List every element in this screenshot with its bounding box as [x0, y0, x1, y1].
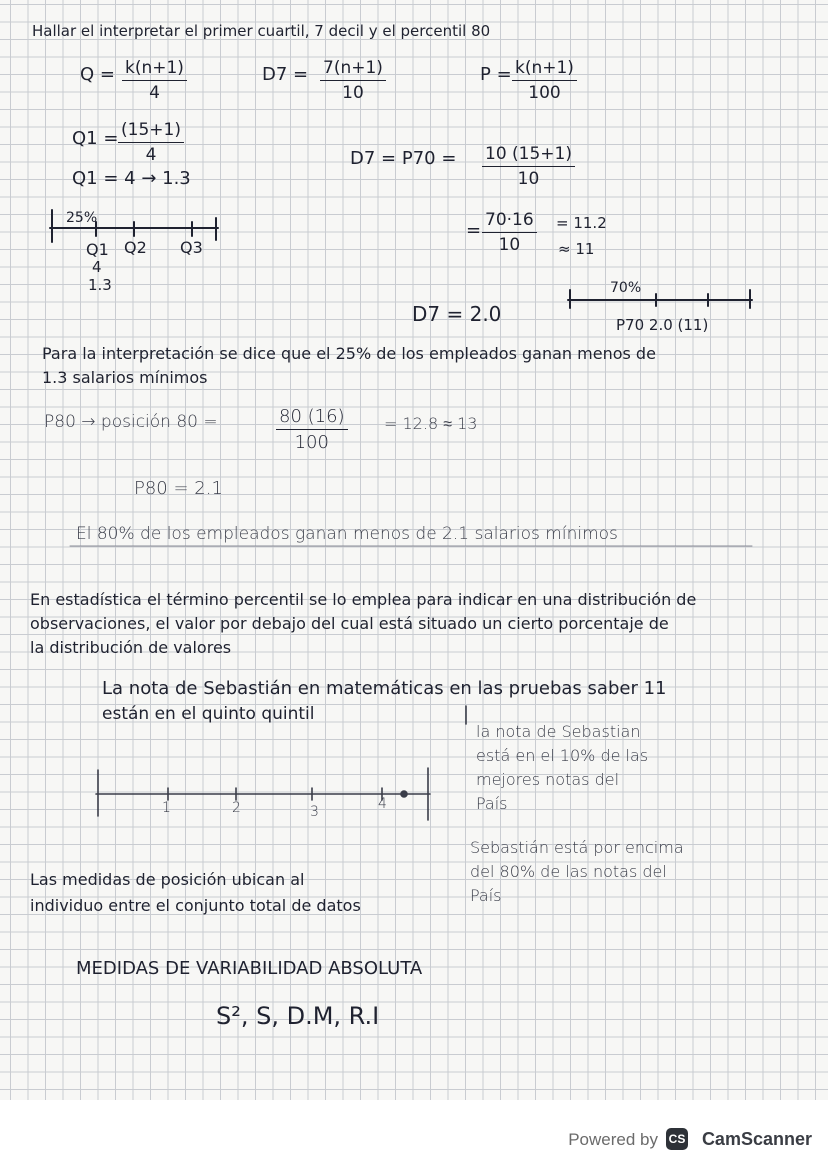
d7-step-den: 10 — [498, 235, 521, 255]
q1-lhs: Q1 = — [72, 128, 119, 149]
quartile-label-q2: Q2 — [124, 238, 147, 257]
definition-line-1: En estadística el término percentil se lo emplea para indicar en una distribución de — [30, 590, 697, 609]
quintile-tick-3: 3 — [310, 804, 319, 820]
scanner-footer — [0, 1100, 828, 1171]
q1-den: 4 — [145, 145, 157, 165]
page-title: Hallar el interpretar el primer cuartil, 7 decil y el percentil 80 — [32, 22, 491, 40]
d7-lhs: D7 = P70 = — [350, 148, 457, 169]
d7-step-num: 70·16 — [482, 210, 537, 233]
p80-value: P80 = 2.1 — [134, 478, 223, 499]
quartile-q1-position: 4 — [92, 258, 102, 276]
decile-label: P70 2.0 (11) — [616, 316, 709, 334]
p80-den: 100 — [294, 432, 329, 453]
p-formula-lhs: P = — [480, 64, 512, 85]
quartile-percent: 25% — [66, 210, 98, 226]
variability-title: MEDIDAS DE VARIABILIDAD ABSOLUTA — [76, 958, 423, 979]
decile-percent: 70% — [610, 280, 642, 296]
example-line-1: La nota de Sebastián en matemáticas en las pruebas saber 11 — [102, 678, 667, 699]
position-measures-line-2: individuo entre el conjunto total de datos — [30, 896, 361, 915]
d7-step-eq: = — [466, 220, 482, 241]
quartile-q1-value: 1.3 — [88, 276, 112, 294]
d7-step-result-2: ≈ 11 — [558, 240, 595, 258]
d7-result: D7 = 2.0 — [412, 302, 502, 326]
camscanner-brand: CamScanner — [701, 1129, 812, 1149]
p-formula-den: 100 — [528, 83, 561, 103]
side-note-a-line-1: la nota de Sebastian — [476, 722, 641, 741]
d-formula-den: 10 — [342, 83, 364, 103]
interpretation-1-line-1: Para la interpretación se dice que el 25% de los empleados ganan menos de — [42, 344, 656, 363]
p80-result: = 12.8 ≈ 13 — [384, 414, 478, 433]
side-note-a-line-2: está en el 10% de las — [476, 746, 649, 765]
d-formula-lhs: D7 = — [262, 64, 309, 85]
q1-result: Q1 = 4 → 1.3 — [72, 168, 191, 189]
quartile-label-q1: Q1 — [86, 240, 109, 259]
variability-list: S², S, D.M, R.I — [216, 1002, 380, 1030]
side-note-b-line-1: Sebastián está por encima — [470, 838, 684, 857]
powered-by-text: Powered by — [568, 1130, 658, 1149]
d7-num: 10 (15+1) — [482, 144, 575, 167]
side-note-b-line-2: del 80% de las notas del — [470, 862, 667, 881]
d7-den: 10 — [517, 169, 540, 189]
d-formula-num: 7(n+1) — [320, 58, 386, 81]
quintile-marker-dot — [401, 791, 407, 797]
q-formula-num: k(n+1) — [122, 58, 187, 81]
quintile-tick-1: 1 — [162, 800, 171, 816]
q-formula-den: 4 — [149, 83, 160, 103]
p80-num: 80 (16) — [276, 406, 348, 430]
p80-lhs: P80 → posición 80 = — [44, 412, 218, 432]
camscanner-logo-icon: CS — [666, 1128, 688, 1150]
quintile-tick-2: 2 — [232, 800, 241, 816]
definition-line-2: observaciones, el valor por debajo del cual está situado un cierto porcentaje de — [30, 614, 669, 633]
side-note-a-line-4: País — [476, 794, 508, 813]
p-formula-num: k(n+1) — [512, 58, 577, 81]
q-formula-lhs: Q = — [80, 64, 115, 85]
interpretation-1-line-2: 1.3 salarios mínimos — [42, 368, 208, 387]
side-note-b-line-3: País — [470, 886, 502, 905]
quintile-tick-4: 4 — [378, 796, 387, 812]
q1-num: (15+1) — [118, 120, 184, 143]
quartile-label-q3: Q3 — [180, 238, 203, 257]
interpretation-2: El 80% de los empleados ganan menos de 2.1 salarios mínimos — [76, 524, 618, 544]
example-line-2: están en el quinto quintil — [102, 704, 315, 724]
definition-line-3: la distribución de valores — [30, 638, 232, 657]
position-measures-line-1: Las medidas de posición ubican al — [30, 870, 305, 889]
d7-step-result-1: = 11.2 — [556, 214, 607, 232]
side-note-a-line-3: mejores notas del — [476, 770, 620, 789]
